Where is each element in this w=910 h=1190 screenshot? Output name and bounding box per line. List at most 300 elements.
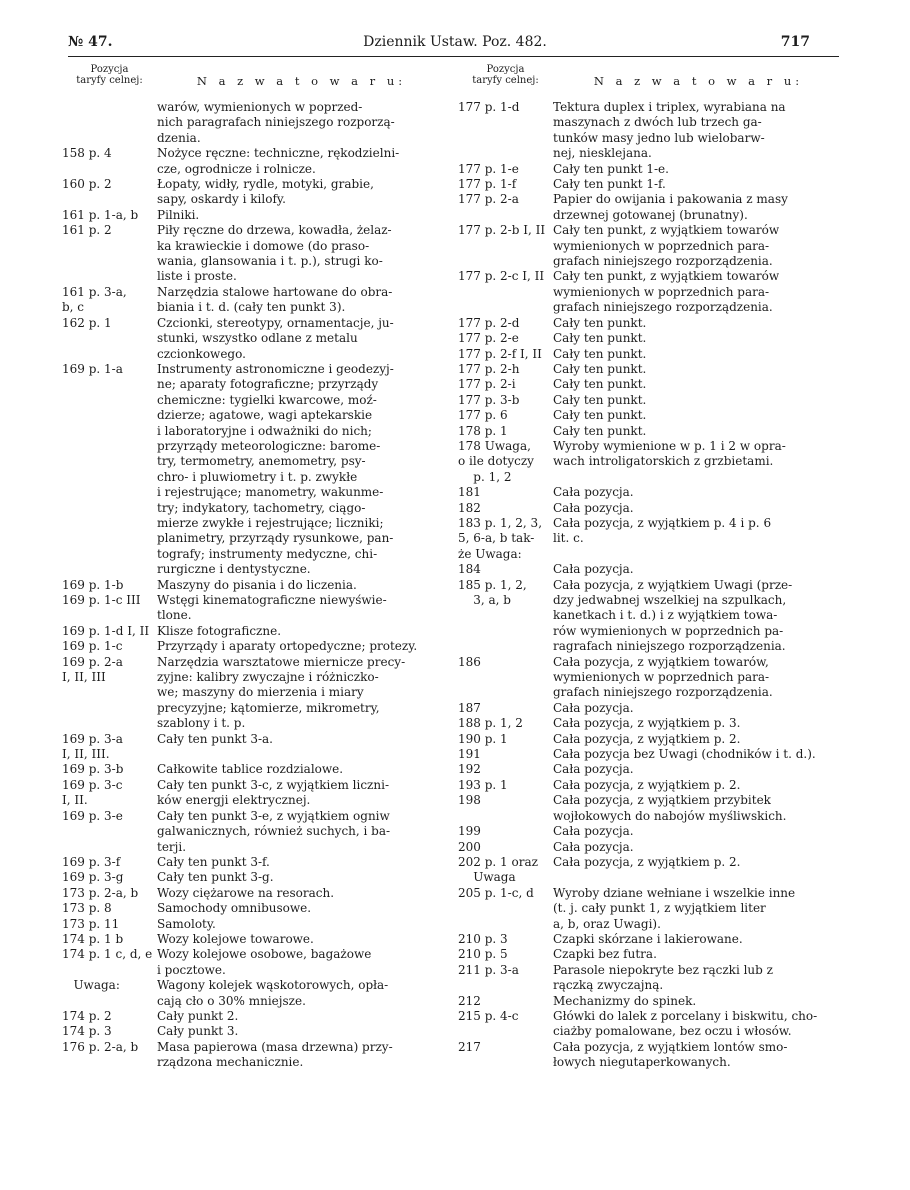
description-line: dzy jedwabnej wszelkiej na szpulkach, [553, 593, 787, 607]
tariff-code: 190 p. 1 [458, 731, 508, 746]
description-line: Cała pozycja bez Uwagi (chodników i t. d.). [553, 747, 816, 762]
goods-description [553, 347, 844, 362]
description-line: Cała pozycja, z wyjątkiem p. 2. [553, 731, 741, 746]
description-line: nich paragrafach niniejszego rozporzą- [157, 115, 395, 130]
column-header-code: Pozycja taryfy celnej: [472, 64, 539, 86]
tariff-code: 169 p. 3-e [62, 808, 123, 823]
tariff-code: 174 p. 2 [62, 1008, 112, 1023]
description-line: Cały ten punkt. [553, 331, 647, 346]
tariff-entry [458, 762, 844, 777]
description-line: Samochody omnibusowe. [157, 901, 312, 916]
tariff-code: 183 p. 1, 2, 3, 5, 6-a, b tak- że Uwaga: [458, 515, 543, 561]
goods-description [157, 223, 446, 285]
description-line: grafach niniejszego rozporządzenia. [553, 300, 773, 315]
description-line: galwanicznych, również suchych, i ba- [157, 824, 391, 839]
goods-description [553, 793, 844, 824]
description-line: Łopaty, widły, rydle, motyki, grabie, [157, 177, 374, 192]
tariff-code: 169 p. 1-b [62, 577, 124, 592]
tariff-code: 192 [458, 762, 481, 777]
description-line: (t. j. cały punkt 1, z wyjątkiem liter [553, 901, 766, 916]
description-line: ne; aparaty fotograficzne; przyrządy [157, 377, 379, 392]
description-line: Instrumenty astronomiczne i geodezyj- [157, 361, 394, 376]
tariff-entry [458, 747, 844, 762]
description-line: a, b, oraz Uwagi). [553, 916, 661, 931]
description-line: i rejestrujące; manometry, wakunme- [157, 485, 384, 500]
tariff-entry [62, 732, 446, 763]
goods-description [157, 855, 446, 870]
tariff-entry [62, 1040, 446, 1071]
description-line: chro- i pluwiometry i t. p. zwykłe [157, 469, 358, 484]
goods-description [553, 408, 844, 423]
entry-list [62, 100, 446, 1071]
tariff-code: 169 p. 1-c [62, 639, 123, 654]
description-line: grafach niniejszego rozporządzenia. [553, 685, 773, 700]
tariff-code: 212 [458, 993, 481, 1008]
description-line: Wstęgi kinematograficzne niewyświe- [157, 593, 387, 607]
goods-description [553, 223, 844, 269]
entry-list [458, 100, 844, 1071]
tariff-entry [62, 100, 446, 146]
goods-description [157, 1040, 446, 1071]
description-line: Wozy kolejowe towarowe. [157, 931, 314, 946]
tariff-entry [62, 1009, 446, 1024]
column-header [62, 64, 446, 100]
tariff-code: 173 p. 11 [62, 916, 120, 931]
tariff-entry [62, 778, 446, 809]
description-line: Czapki skórzane i lakierowane. [553, 931, 743, 946]
description-line: Klisze fotograficzne. [157, 623, 282, 638]
tariff-entry [458, 855, 844, 886]
column-header-name: N a z w a t o w a r u: [196, 74, 407, 88]
tariff-code: 160 p. 2 [62, 177, 112, 192]
goods-description [157, 362, 446, 578]
goods-description [553, 192, 844, 223]
description-line: Samoloty. [157, 916, 216, 931]
tariff-entry [62, 901, 446, 916]
tariff-entry [62, 1024, 446, 1039]
goods-description [553, 485, 844, 500]
tariff-code: 158 p. 4 [62, 146, 112, 161]
tariff-entry [458, 824, 844, 839]
description-line: mierze zwykłe i rejestrujące; liczniki; [157, 515, 384, 530]
tariff-code: 178 Uwaga, o ile dotyczy p. 1, 2 [458, 438, 534, 484]
tariff-code: 187 [458, 700, 481, 715]
tariff-entry [458, 1040, 844, 1071]
description-line: Cały ten punkt, z wyjątkiem towarów [553, 223, 780, 238]
tariff-code: 169 p. 3-g [62, 870, 124, 885]
goods-description [157, 593, 446, 624]
tariff-entry [62, 932, 446, 947]
description-line: rączką zwyczajną. [553, 978, 664, 993]
description-line: Wyroby wymienione w p. 1 i 2 w opra- [553, 438, 786, 453]
tariff-code: 178 p. 1 [458, 423, 508, 438]
description-line: planimetry, przyrządy rysunkowe, pan- [157, 531, 394, 546]
tariff-entry [458, 377, 844, 392]
goods-description [553, 316, 844, 331]
description-line: warów, wymienionych w poprzed- [157, 100, 363, 114]
description-line: Narzędzia stalowe hartowane do obra- [157, 284, 393, 299]
description-line: Narzędzia warsztatowe miernicze precy- [157, 654, 406, 669]
description-line: Cały ten punkt. [553, 377, 647, 392]
description-line: Cały ten punkt. [553, 408, 647, 423]
journal-title: Dziennik Ustaw. Poz. 482. [363, 34, 547, 50]
tariff-entry [458, 100, 844, 162]
tariff-code: 205 p. 1-c, d [458, 885, 534, 900]
description-line: Masa papierowa (masa drzewna) przy- [157, 1039, 393, 1054]
tariff-entry [458, 347, 844, 362]
goods-description [553, 963, 844, 994]
tariff-code: 176 p. 2-a, b [62, 1039, 139, 1054]
description-line: Cały ten punkt 3-e, z wyjątkiem ogniw [157, 808, 390, 823]
description-line: grafach niniejszego rozporządzenia. [553, 254, 773, 269]
description-line: precyzyjne; kątomierze, mikrometry, [157, 700, 380, 715]
tariff-code: 182 [458, 500, 481, 515]
goods-description [553, 1040, 844, 1071]
goods-description [553, 162, 844, 177]
tariff-entry [458, 485, 844, 500]
description-line: Pilniki. [157, 207, 200, 222]
goods-description [553, 501, 844, 516]
goods-description [553, 840, 844, 855]
goods-description [157, 947, 446, 978]
description-line: Cała pozycja. [553, 839, 634, 854]
tariff-code: 169 p. 3-c I, II. [62, 777, 123, 808]
tariff-entry [62, 624, 446, 639]
goods-description [553, 1009, 844, 1040]
tariff-entry [458, 578, 844, 655]
description-line: wymienionych w poprzednich para- [553, 670, 770, 685]
description-line: i laboratoryjne i odważniki do nich; [157, 423, 372, 438]
goods-description [157, 932, 446, 947]
goods-description [157, 978, 446, 1009]
tariff-code: 177 p. 2-f I, II [458, 346, 542, 361]
goods-description [157, 886, 446, 901]
description-line: Cały ten punkt. [553, 346, 647, 361]
description-line: Wozy ciężarowe na resorach. [157, 885, 335, 900]
goods-description [157, 778, 446, 809]
goods-description [553, 778, 844, 793]
tariff-entry [458, 408, 844, 423]
goods-description [553, 100, 844, 162]
tariff-entry [458, 886, 844, 932]
tariff-code: 177 p. 1-f [458, 177, 517, 192]
tariff-code: 177 p. 3-b [458, 392, 520, 407]
description-line: stunki, wszystko odlane z metalu [157, 331, 358, 346]
tariff-entry [458, 1009, 844, 1040]
tariff-entry [458, 192, 844, 223]
goods-description [553, 732, 844, 747]
description-line: Cała pozycja. [553, 762, 634, 777]
description-line: Cała pozycja, z wyjątkiem p. 3. [553, 716, 741, 731]
tariff-entry [458, 516, 844, 562]
goods-description [553, 947, 844, 962]
column-header-code: Pozycja taryfy celnej: [76, 64, 143, 86]
tariff-code: 161 p. 2 [62, 223, 112, 238]
goods-description [553, 562, 844, 577]
tariff-code: 188 p. 1, 2 [458, 716, 523, 731]
tariff-code: 177 p. 2-b I, II [458, 223, 546, 238]
tariff-entry [458, 316, 844, 331]
description-line: zyjne: kalibry zwyczajne i różniczko- [157, 670, 379, 685]
tariff-code: 177 p. 2-i [458, 377, 516, 392]
tariff-entry [458, 793, 844, 824]
tariff-entry [62, 886, 446, 901]
tariff-entry [458, 424, 844, 439]
description-line: wymienionych w poprzednich para- [553, 284, 770, 299]
description-line: i pocztowe. [157, 962, 226, 977]
tariff-code: 200 [458, 839, 481, 854]
description-line: ragrafach niniejszego rozporządzenia. [553, 639, 786, 654]
tariff-entry [458, 732, 844, 747]
description-line: dzierze; agatowe, wagi aptekarskie [157, 408, 373, 423]
tariff-code: 161 p. 1-a, b [62, 207, 139, 222]
goods-description [157, 917, 446, 932]
goods-description [553, 716, 844, 731]
tariff-code: 210 p. 3 [458, 931, 508, 946]
description-line: Nożyce ręczne: techniczne, rękodzielni- [157, 146, 400, 161]
tariff-entry [458, 655, 844, 701]
description-line: Cała pozycja. [553, 700, 634, 715]
tariff-code: 210 p. 5 [458, 947, 508, 962]
tariff-entry [62, 870, 446, 885]
tariff-code: 202 p. 1 oraz Uwaga [458, 854, 538, 885]
tariff-code: 174 p. 1 c, d, e [62, 947, 153, 962]
tariff-code: 217 [458, 1039, 481, 1054]
tariff-code: 177 p. 2-a [458, 192, 519, 207]
goods-description [553, 578, 844, 655]
tariff-entry [458, 716, 844, 731]
description-line: Cała pozycja, z wyjątkiem p. 4 i p. 6 [553, 515, 772, 530]
description-line: Czcionki, stereotypy, ornamentacje, ju- [157, 315, 394, 330]
tariff-code: 169 p. 1-a [62, 361, 123, 376]
description-line: Wozy kolejowe osobowe, bagażowe [157, 947, 372, 962]
description-line: wania, glansowania i t. p.), strugi ko- [157, 254, 383, 269]
tariff-entry [458, 223, 844, 269]
tariff-entry [62, 917, 446, 932]
goods-description [157, 578, 446, 593]
tariff-code: 177 p. 2-e [458, 331, 519, 346]
description-line: Przyrządy i aparaty ortopedyczne; protezy. [157, 639, 418, 654]
goods-description [157, 316, 446, 362]
tariff-entry [458, 840, 844, 855]
goods-description [157, 146, 446, 177]
tariff-code: 173 p. 8 [62, 901, 112, 916]
tariff-code: 185 p. 1, 2, 3, a, b [458, 577, 527, 607]
description-line: ciażby pomalowane, bez oczu i włosów. [553, 1024, 792, 1039]
tariff-entry [458, 932, 844, 947]
description-line: łowych niegutaperkowanych. [553, 1055, 731, 1070]
goods-description [157, 208, 446, 223]
tariff-code: 161 p. 3-a, b, c [62, 284, 127, 315]
tariff-entry [458, 162, 844, 177]
description-line: Mechanizmy do spinek. [553, 993, 697, 1008]
goods-description [553, 932, 844, 947]
goods-description [157, 1024, 446, 1039]
description-line: Maszyny do pisania i do liczenia. [157, 577, 357, 592]
tariff-entry [62, 639, 446, 654]
description-line: wach introligatorskich z grzbietami. [553, 454, 774, 469]
tariff-entry [62, 762, 446, 777]
description-line: biania i t. d. (cały ten punkt 3). [157, 300, 346, 315]
description-line: Cały ten punkt 3-c, z wyjątkiem liczni- [157, 777, 390, 792]
goods-description [553, 516, 844, 562]
description-line: Cały ten punkt 1-f. [553, 177, 666, 192]
goods-description [157, 1009, 446, 1024]
description-line: Wagony kolejek wąskotorowych, opła- [157, 978, 389, 993]
tariff-entry [458, 562, 844, 577]
left-column [62, 64, 446, 1071]
tariff-code: 173 p. 2-a, b [62, 885, 139, 900]
tariff-code: 162 p. 1 [62, 315, 112, 330]
goods-description [553, 362, 844, 377]
tariff-entry [458, 331, 844, 346]
tariff-code: 177 p. 2-d [458, 315, 520, 330]
tariff-entry [62, 316, 446, 362]
description-line: ków energji elektrycznej. [157, 793, 311, 808]
right-column [458, 64, 844, 1071]
description-line: terji. [157, 839, 187, 854]
description-line: drzewnej gotowanej (brunatny). [553, 207, 748, 222]
tariff-entry [62, 223, 446, 285]
description-line: we; maszyny do mierzenia i miary [157, 685, 364, 700]
tariff-code: 177 p. 1-e [458, 161, 519, 176]
description-line: cze, ogrodnicze i rolnicze. [157, 161, 316, 176]
tariff-code: 169 p. 3-a I, II, III. [62, 731, 123, 762]
description-line: Cała pozycja, z wyjątkiem p. 2. [553, 777, 741, 792]
page-number: 717 [780, 34, 810, 50]
description-line: lit. c. [553, 531, 584, 546]
description-line: czcionkowego. [157, 346, 246, 361]
tariff-entry [62, 362, 446, 578]
tariff-code: 177 p. 2-c I, II [458, 269, 545, 284]
tariff-code: 177 p. 2-h [458, 361, 520, 376]
description-line: Cała pozycja. [553, 500, 634, 515]
tariff-code: 193 p. 1 [458, 777, 508, 792]
goods-description [553, 994, 844, 1009]
tariff-entry [62, 855, 446, 870]
tariff-code: 198 [458, 793, 481, 808]
goods-description [553, 269, 844, 315]
description-line: chemiczne: tygielki kwarcowe, moź- [157, 392, 377, 407]
tariff-entry [62, 208, 446, 223]
description-line: Cała pozycja, z wyjątkiem lontów smo- [553, 1039, 788, 1054]
goods-description [553, 439, 844, 485]
goods-description [553, 886, 844, 932]
tariff-entry [458, 994, 844, 1009]
tariff-entry [62, 285, 446, 316]
description-line: szablony i t. p. [157, 716, 246, 731]
tariff-code: 169 p. 3-b [62, 762, 124, 777]
tariff-entry [458, 177, 844, 192]
tariff-entry [458, 393, 844, 408]
tariff-code: 181 [458, 485, 481, 500]
tariff-entry [62, 947, 446, 978]
description-line: Cały ten punkt. [553, 392, 647, 407]
description-line: tunków masy jedno lub wielobarw- [553, 130, 765, 145]
tariff-code: 174 p. 3 [62, 1024, 112, 1039]
description-line: Cała pozycja, z wyjątkiem towarów, [553, 654, 769, 669]
description-line: dzenia. [157, 130, 201, 145]
description-line: try; indykatory, tachometry, ciągo- [157, 500, 366, 515]
goods-description [553, 701, 844, 716]
description-line: tografy; instrumenty medyczne, chi- [157, 546, 378, 561]
tariff-entry [62, 593, 446, 624]
goods-description [157, 870, 446, 885]
column-header [458, 64, 844, 100]
goods-description [157, 732, 446, 763]
description-line: Cały ten punkt. [553, 315, 647, 330]
tariff-code: 199 [458, 824, 481, 839]
description-line: cają cło o 30% mniejsze. [157, 993, 306, 1008]
tariff-code: Uwaga: [62, 978, 120, 993]
header-rule [68, 56, 839, 57]
description-line: Piły ręczne do drzewa, kowadła, żelaz- [157, 223, 392, 238]
description-line: rurgiczne i dentystyczne. [157, 562, 311, 577]
description-line: Cała pozycja, z wyjątkiem p. 2. [553, 854, 741, 869]
description-line: Cały ten punkt 3-a. [157, 731, 273, 746]
description-line: sapy, oskardy i kilofy. [157, 192, 286, 207]
tariff-entry [62, 578, 446, 593]
description-line: Cały ten punkt 3-g. [157, 870, 274, 885]
description-line: Papier do owijania i pakowania z masy [553, 192, 788, 207]
description-line: Główki do lalek z porcelany i biskwitu, cho- [553, 1008, 818, 1023]
goods-description [553, 331, 844, 346]
description-line: Cały ten punkt 1-e. [553, 161, 669, 176]
description-line: kanetkach i t. d.) i z wyjątkiem towa- [553, 608, 778, 623]
tariff-code: 169 p. 2-a I, II, III [62, 654, 123, 685]
description-line: Wyroby dziane wełniane i wszelkie inne [553, 885, 796, 900]
tariff-entry [62, 655, 446, 732]
issue-number: № 47. [68, 34, 113, 50]
goods-description [157, 639, 446, 654]
description-line: Cały ten punkt. [553, 361, 647, 376]
description-line: Tektura duplex i triplex, wyrabiana na [553, 100, 786, 114]
description-line: przyrządy meteorologiczne: barome- [157, 438, 381, 453]
description-line: Cały ten punkt, z wyjątkiem towarów [553, 269, 780, 284]
goods-description [553, 655, 844, 701]
description-line: Cała pozycja, z wyjątkiem przybitek [553, 793, 771, 808]
tariff-entry [62, 978, 446, 1009]
description-line: wojłokowych do nabojów myśliwskich. [553, 808, 787, 823]
description-line: ka krawieckie i domowe (do praso- [157, 238, 370, 253]
tariff-entry [458, 269, 844, 315]
goods-description [157, 177, 446, 208]
tariff-entry [458, 501, 844, 516]
tariff-code: 169 p. 1-c III [62, 593, 141, 607]
description-line: rów wymienionych w poprzednich pa- [553, 623, 784, 638]
description-line: Cały ten punkt 3-f. [157, 854, 270, 869]
description-line: Cała pozycja. [553, 485, 634, 500]
description-line: Cały punkt 3. [157, 1024, 239, 1039]
goods-description [553, 177, 844, 192]
tariff-entry [458, 778, 844, 793]
tariff-code: 174 p. 1 b [62, 931, 124, 946]
goods-description [553, 377, 844, 392]
goods-description [553, 855, 844, 886]
tariff-code [62, 100, 157, 146]
description-line: Parasole niepokryte bez rączki lub z [553, 962, 773, 977]
description-line: nej, niesklejana. [553, 146, 652, 161]
description-line: Całkowite tablice rozdzialowe. [157, 762, 344, 777]
description-line: Czapki bez futra. [553, 947, 657, 962]
goods-description [157, 901, 446, 916]
goods-description [157, 100, 446, 146]
tariff-code: 169 p. 1-d I, II [62, 623, 150, 638]
goods-description [157, 285, 446, 316]
tariff-entry [458, 439, 844, 485]
goods-description [553, 824, 844, 839]
description-line: maszynach z dwóch lub trzech ga- [553, 115, 762, 130]
